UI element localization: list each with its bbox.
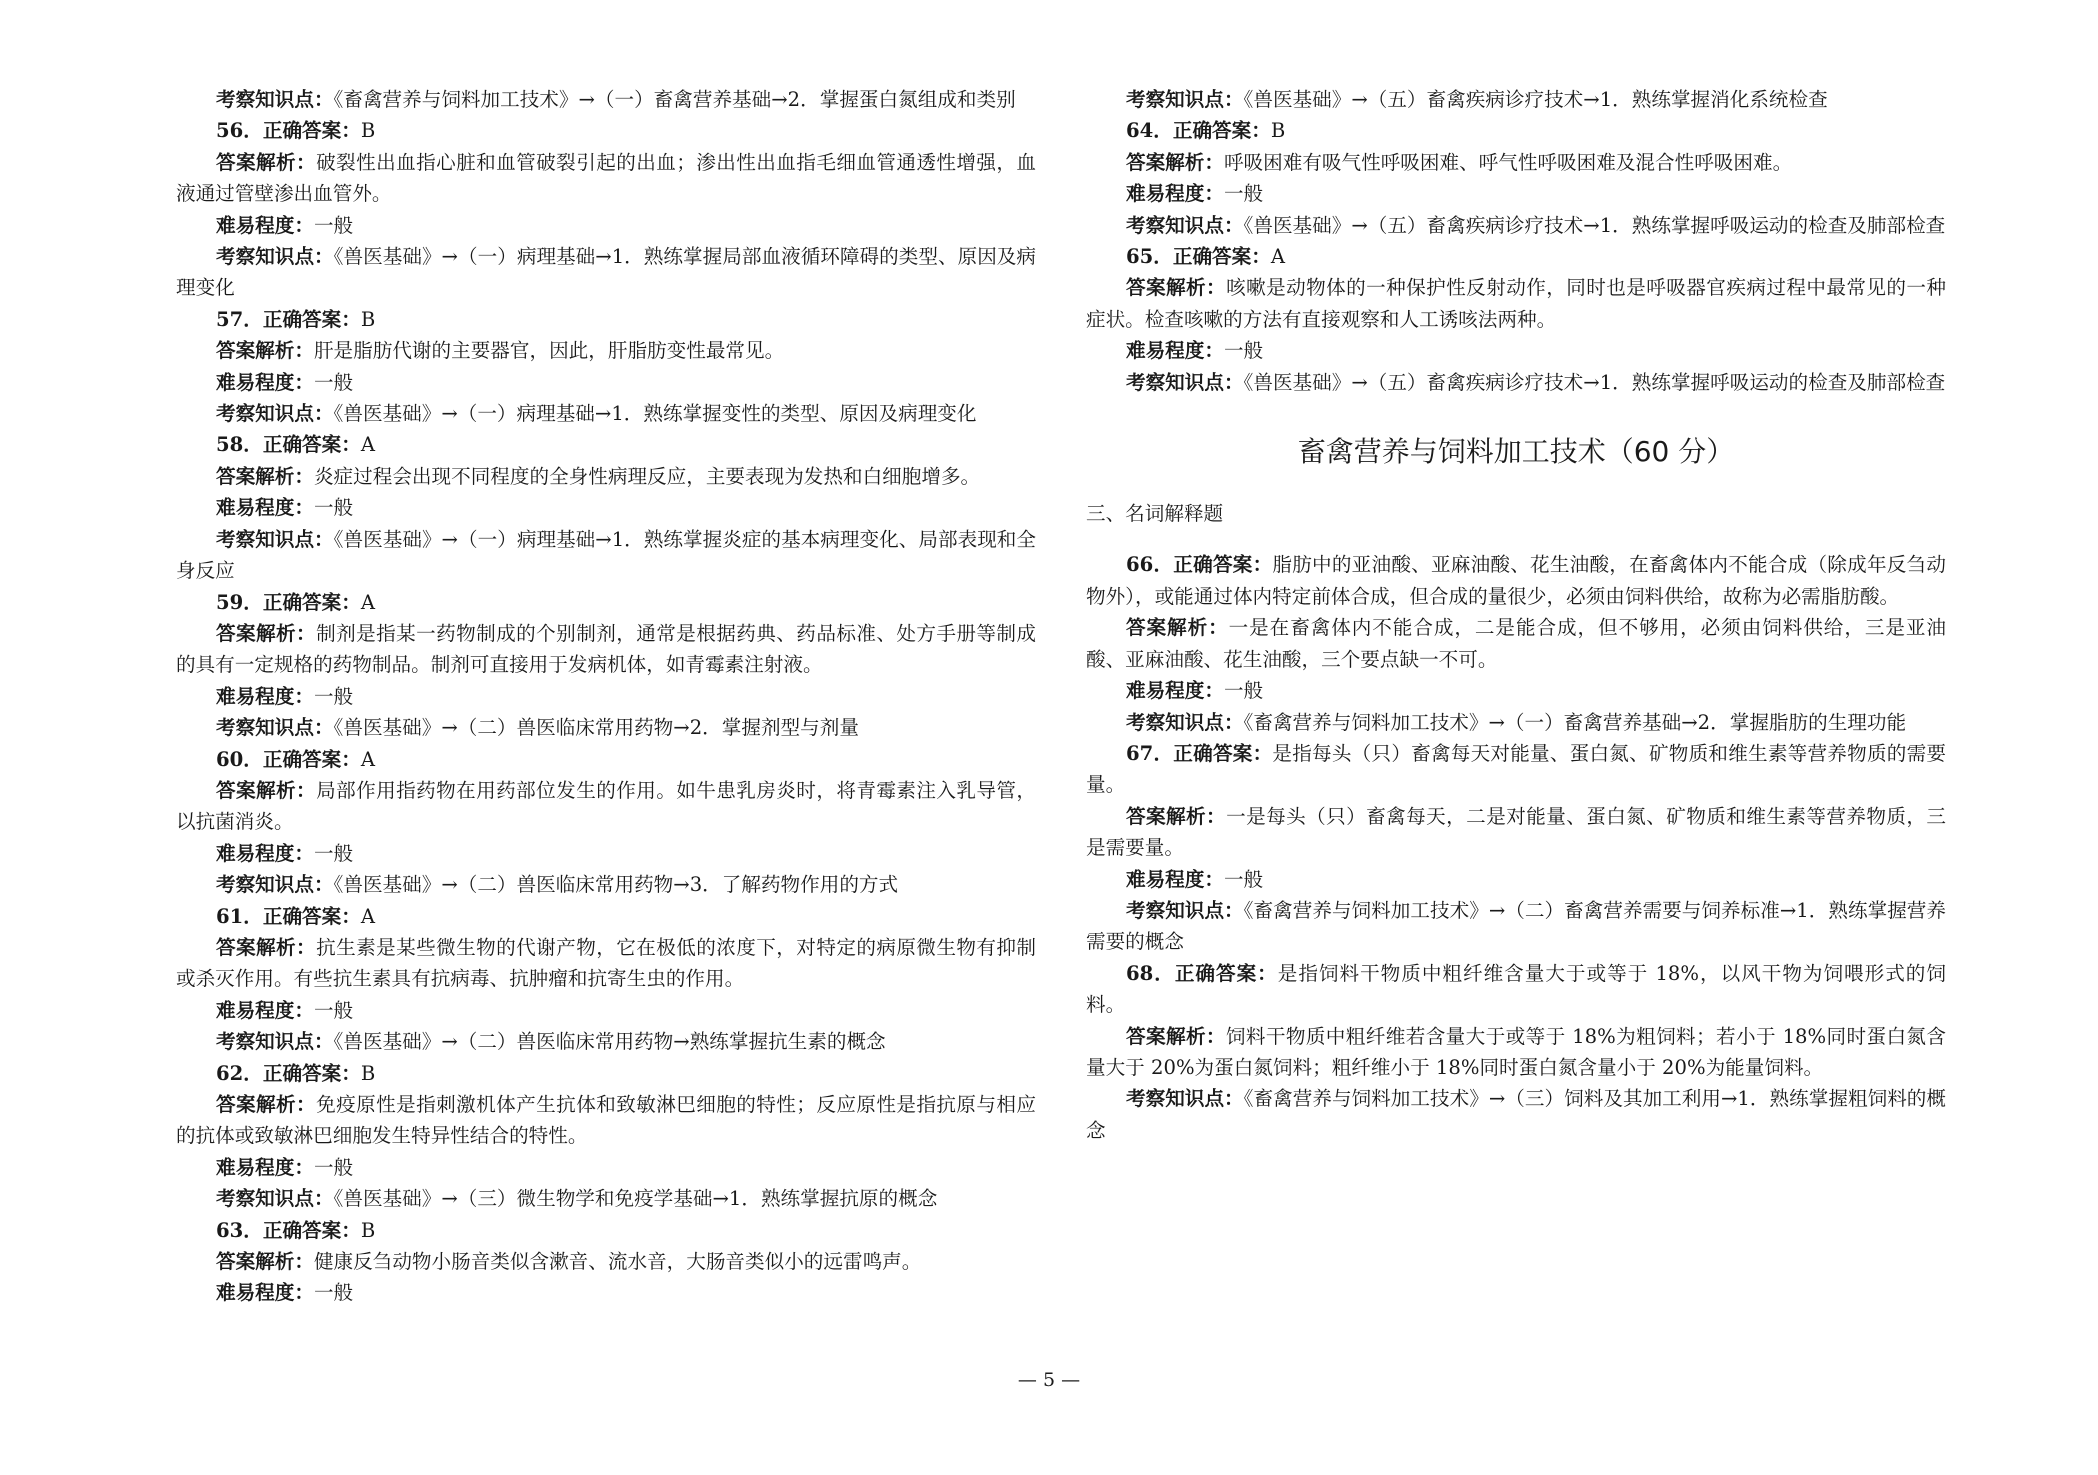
entry-label: 59．正确答案： (216, 590, 361, 614)
entry-paragraph (176, 147, 1036, 210)
entry-paragraph (1086, 178, 1946, 209)
entry-text: 呼吸困难有吸气性呼吸困难、呼气性呼吸困难及混合性呼吸困难。 (1223, 150, 1793, 174)
entry-paragraph (1086, 707, 1946, 738)
entry-paragraph (1086, 335, 1946, 366)
entry-paragraph (176, 1215, 1036, 1246)
entry-paragraph (176, 932, 1036, 995)
entry-paragraph (176, 304, 1036, 335)
entry-text: 《兽医基础》→（一）病理基础→1．熟练掌握局部血液循环障碍的类型、原因及病理变化 (176, 245, 1037, 300)
left-column (176, 84, 1036, 1309)
entry-label: 难易程度： (216, 496, 314, 520)
entry-label: 66．正确答案： (1126, 553, 1273, 577)
entry-label: 63．正确答案： (216, 1218, 361, 1242)
entry-label: 难易程度： (1126, 339, 1224, 363)
entry-text: 一般 (1223, 867, 1264, 891)
entry-text: A (360, 904, 375, 928)
entry-text: A (1270, 245, 1285, 269)
entry-label: 答案解析： (1126, 1024, 1226, 1048)
entry-label: 67．正确答案： (1126, 741, 1273, 765)
entry-paragraph (176, 1183, 1036, 1214)
entry-text: 《畜禽营养与饲料加工技术》→（三）饲料及其加工利用→1．熟练掌握粗饲料的概念 (1086, 1087, 1947, 1142)
entry-text: 一般 (313, 1281, 354, 1305)
entry-text: 《兽医基础》→（一）病理基础→1．熟练掌握变性的类型、原因及病理变化 (333, 402, 977, 426)
entry-label: 68．正确答案： (1126, 961, 1278, 985)
entry-text: 咳嗽是动物体的一种保护性反射动作，同时也是呼吸器官疾病过程中最常见的一种症状。检查咳嗽的方法有直接观察和人工诱咳法两种。 (1086, 276, 1947, 331)
entry-text: A (360, 747, 375, 771)
entry-paragraph (1086, 895, 1946, 958)
entry-text: 《畜禽营养与饲料加工技术》→（一）畜禽营养基础→2．掌握脂肪的生理功能 (1243, 710, 1907, 734)
entry-label: 难易程度： (216, 370, 314, 394)
entry-text: B (360, 307, 376, 331)
entry-paragraph (176, 1058, 1036, 1089)
entry-paragraph (176, 681, 1036, 712)
entry-paragraph (1086, 549, 1946, 612)
entry-text: 一般 (1223, 679, 1264, 703)
entry-paragraph (176, 84, 1036, 115)
entry-text: 健康反刍动物小肠音类似含漱音、流水音，大肠音类似小的远雷鸣声。 (313, 1250, 922, 1274)
entry-text: 脂肪中的亚油酸、亚麻油酸、花生油酸，在畜禽体内不能合成（除成年反刍动物外），或能通过体内特定前体合成，但合成的量很少，必须由饲料供给，故称为必需脂肪酸。 (1086, 553, 1946, 608)
entry-text: 《兽医基础》→（二）兽医临床常用药物→3．了解药物作用的方式 (333, 873, 899, 897)
entry-paragraph (176, 901, 1036, 932)
entry-text: 一般 (313, 1155, 354, 1179)
entry-label: 58．正确答案： (216, 433, 361, 457)
entry-text: 《兽医基础》→（五）畜禽疾病诊疗技术→1．熟练掌握呼吸运动的检查及肺部检查 (1243, 213, 1946, 237)
entry-label: 答案解析： (216, 339, 314, 363)
entry-paragraph (1086, 84, 1946, 115)
entry-label: 难易程度： (1126, 679, 1224, 703)
entry-text: 一般 (313, 370, 354, 394)
entry-label: 考察知识点： (1126, 1087, 1244, 1111)
entry-text: 一般 (1223, 339, 1264, 363)
entry-paragraph (176, 1277, 1036, 1308)
entry-text: B (1270, 119, 1286, 143)
entry-label: 答案解析： (1126, 804, 1227, 828)
entry-paragraph (176, 524, 1036, 587)
entry-paragraph (176, 618, 1036, 681)
entry-label: 考察知识点： (216, 716, 334, 740)
entry-text: 《畜禽营养与饲料加工技术》→（一）畜禽营养基础→2．掌握蛋白氮组成和类别 (333, 88, 1016, 111)
entry-paragraph (176, 115, 1036, 146)
entry-paragraph (176, 367, 1036, 398)
entry-label: 56．正确答案： (216, 119, 361, 143)
entry-label: 答案解析： (216, 150, 317, 174)
entry-paragraph (176, 775, 1036, 838)
entry-paragraph (176, 461, 1036, 492)
entry-text: 免疫原性是指刺激机体产生抗体和致敏淋巴细胞的特性；反应原性是指抗原与相应的抗体或致敏淋巴细胞发生特异性结合的特性。 (176, 1093, 1037, 1148)
entry-text: 《兽医基础》→（二）兽医临床常用药物→2．掌握剂型与剂量 (333, 716, 859, 740)
entry-label: 57．正确答案： (216, 307, 361, 331)
entry-paragraph (1086, 367, 1946, 398)
entry-label: 考察知识点： (1126, 370, 1244, 394)
entry-label: 考察知识点： (1126, 710, 1244, 734)
entry-text: A (360, 590, 375, 614)
entry-text: B (360, 1218, 376, 1242)
entry-text: 抗生素是某些微生物的代谢产物，它在极低的浓度下，对特定的病原微生物有抑制或杀灭作用。有些抗生素具有抗病毒、抗肿瘤和抗寄生虫的作用。 (176, 935, 1037, 991)
entry-label: 答案解析： (216, 1250, 314, 1274)
entry-text: 一是每头（只）畜禽每天，二是对能量、蛋白氮、矿物质和维生素等营养物质，三是需要量。 (1086, 804, 1947, 860)
section-subtitle: 三、名词解释题 (1086, 502, 1224, 526)
entry-paragraph (176, 210, 1036, 241)
entry-label: 考察知识点： (1126, 213, 1244, 237)
entry-text: 一般 (313, 496, 354, 520)
entry-paragraph (176, 587, 1036, 618)
entry-text: 肝是脂肪代谢的主要器官，因此，肝脂肪变性最常见。 (313, 339, 785, 363)
entry-text: 炎症过程会出现不同程度的全身性病理反应，主要表现为发热和白细胞增多。 (313, 464, 981, 488)
entry-paragraph (176, 335, 1036, 366)
entry-label: 考察知识点： (216, 402, 334, 426)
entry-paragraph (176, 838, 1036, 869)
entry-label: 考察知识点： (1126, 898, 1244, 922)
entry-label: 考察知识点： (216, 873, 334, 897)
entry-paragraph (1086, 1021, 1946, 1084)
entry-text: 《畜禽营养与饲料加工技术》→（二）畜禽营养需要与饲养标准→1．熟练掌握营养需要的概念 (1086, 898, 1947, 954)
entry-paragraph (1086, 1083, 1946, 1146)
entry-paragraph (176, 1152, 1036, 1183)
entry-paragraph (176, 995, 1036, 1026)
entry-label: 62．正确答案： (216, 1061, 361, 1085)
entry-label: 难易程度： (216, 998, 314, 1022)
entry-paragraph (176, 1089, 1036, 1152)
entry-label: 难易程度： (216, 841, 314, 865)
entry-paragraph (176, 398, 1036, 429)
entry-label: 难易程度： (216, 1281, 314, 1305)
entry-label: 答案解析： (216, 464, 314, 488)
entry-text: 是指饲料干物质中粗纤维含量大于或等于 18%，以风干物为饲喂形式的饲料。 (1086, 961, 1946, 1017)
entry-paragraph (1086, 272, 1946, 335)
entry-text: 《兽医基础》→（三）微生物学和免疫学基础→1．熟练掌握抗原的概念 (333, 1187, 938, 1211)
entry-label: 答案解析： (216, 621, 317, 645)
entry-paragraph (1086, 147, 1946, 178)
entry-text: 《兽医基础》→（五）畜禽疾病诊疗技术→1．熟练掌握消化系统检查 (1243, 88, 1828, 111)
entry-text: 一般 (313, 684, 354, 708)
entry-paragraph (1086, 241, 1946, 272)
entry-label: 考察知识点： (216, 1187, 334, 1211)
entry-label: 难易程度： (1126, 182, 1224, 206)
entry-label: 答案解析： (216, 1093, 317, 1116)
right-column (1086, 84, 1946, 1146)
entry-paragraph (176, 869, 1036, 900)
entry-paragraph (1086, 115, 1946, 146)
entry-text: 是指每头（只）畜禽每天对能量、蛋白氮、矿物质和维生素等营养物质的需要量。 (1086, 741, 1946, 797)
entry-paragraph (176, 241, 1036, 304)
entry-paragraph (1086, 612, 1946, 675)
entry-text: 一般 (313, 841, 354, 865)
entry-label: 难易程度： (216, 684, 314, 708)
entry-text: B (360, 119, 376, 143)
entry-label: 考察知识点： (216, 245, 334, 269)
entry-label: 难易程度： (216, 1155, 314, 1179)
entry-text: 一般 (1223, 182, 1264, 206)
entry-label: 答案解析： (1126, 150, 1224, 174)
entry-paragraph (1086, 738, 1946, 801)
entry-label: 60．正确答案： (216, 747, 361, 771)
entry-text: 一般 (313, 998, 354, 1022)
entry-paragraph (1086, 958, 1946, 1021)
entry-text: 一是在畜禽体内不能合成，二是能合成，但不够用，必须由饲料供给，三是亚油酸、亚麻油酸、花生油酸，三个要点缺一不可。 (1086, 616, 1947, 671)
entry-text: 一般 (313, 213, 354, 237)
entry-text: B (360, 1061, 376, 1085)
entry-text: A (360, 433, 375, 457)
entry-paragraph (176, 1246, 1036, 1277)
entry-paragraph (176, 1026, 1036, 1057)
entry-label: 考察知识点： (1126, 88, 1244, 111)
entry-paragraph (176, 429, 1036, 460)
entry-text: 《兽医基础》→（二）兽医临床常用药物→熟练掌握抗生素的概念 (333, 1030, 886, 1054)
entry-paragraph (1086, 864, 1946, 895)
entry-text: 制剂是指某一药物制成的个别制剂，通常是根据药典、药品标准、处方手册等制成的具有一定规格的药物制品。制剂可直接用于发病机体，如青霉素注射液。 (176, 621, 1037, 677)
entry-label: 考察知识点： (216, 1030, 334, 1054)
entry-paragraph (1086, 801, 1946, 864)
entry-label: 答案解析： (216, 935, 317, 959)
entry-text: 破裂性出血指心脏和血管破裂引起的出血；渗出性出血指毛细血管通透性增强，血液通过管壁渗出血管外。 (176, 150, 1037, 206)
entry-label: 难易程度： (1126, 867, 1224, 891)
entry-paragraph (176, 744, 1036, 775)
entry-paragraph (176, 712, 1036, 743)
entry-label: 考察知识点： (216, 88, 334, 111)
entry-text: 饲料干物质中粗纤维若含量大于或等于 18%为粗饲料；若小于 18%同时蛋白氮含量大于 20%为蛋白氮饲料；粗纤维小于 18%同时蛋白氮含量小于 20%为能量饲料。 (1086, 1024, 1946, 1079)
entry-label: 考察知识点： (216, 527, 334, 551)
entry-text: 《兽医基础》→（一）病理基础→1．熟练掌握炎症的基本病理变化、局部表现和全身反应 (176, 527, 1037, 583)
entry-paragraph (1086, 210, 1946, 241)
entry-label: 答案解析： (1126, 616, 1229, 640)
page-number: — 5 — (1017, 1369, 1081, 1391)
section-title: 畜禽营养与饲料加工技术（60 分） (1297, 435, 1735, 469)
right-bottom-entries (1086, 549, 1946, 1146)
entry-label: 答案解析： (1126, 276, 1227, 300)
entry-label: 答案解析： (216, 778, 317, 802)
entry-text: 局部作用指药物在用药部位发生的作用。如牛患乳房炎时，将青霉素注入乳导管，以抗菌消炎。 (176, 778, 1037, 834)
entry-label: 64．正确答案： (1126, 119, 1271, 143)
entry-paragraph (1086, 675, 1946, 706)
entry-text: 《兽医基础》→（五）畜禽疾病诊疗技术→1．熟练掌握呼吸运动的检查及肺部检查 (1243, 370, 1946, 394)
entry-label: 61．正确答案： (216, 904, 361, 928)
entry-label: 65．正确答案： (1126, 245, 1271, 269)
entry-paragraph (176, 492, 1036, 523)
entry-label: 难易程度： (216, 213, 314, 237)
right-top-entries (1086, 84, 1946, 398)
